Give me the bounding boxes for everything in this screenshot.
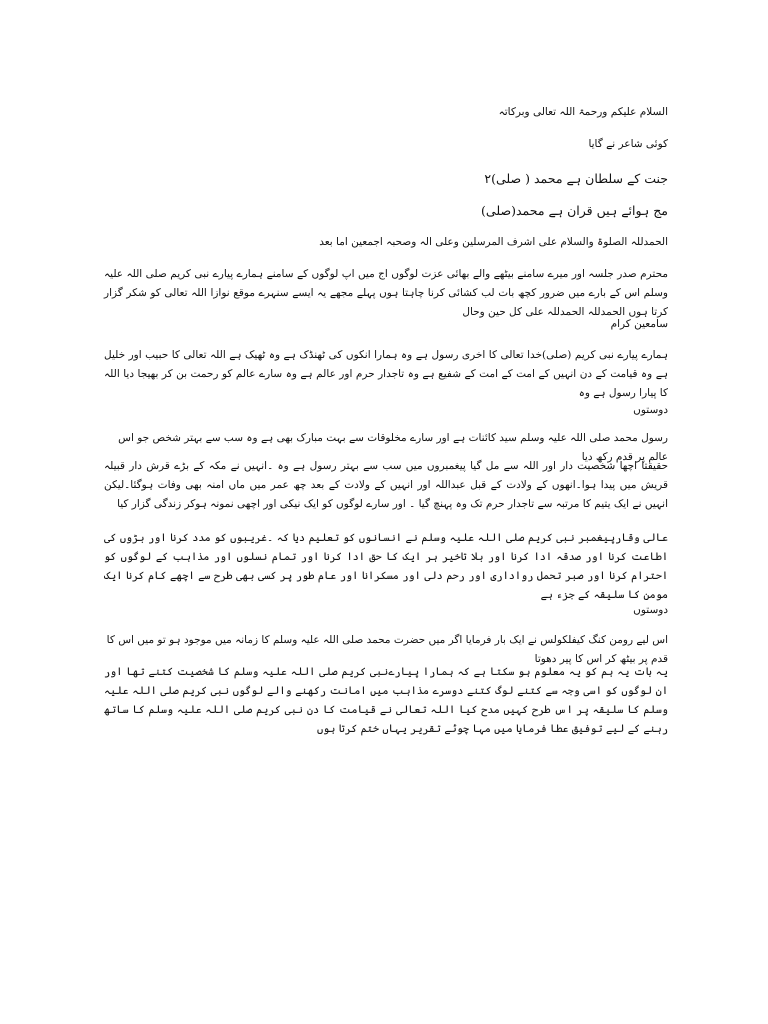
paragraph-2: ہمارے پیارے نبی کریم (صلی)خدا تعالی کا اخری رسول ہے وہ ہمارا انکوں کی ٹھنڈک ہے وہ ٹھیک ہے اللہ تعالی کا حبیب اور خلیل ہے وہ قیامت کے دن انہیں کے امت کے امت کے شفیع ہے وہ تاجدار حرم اور عالم ہے وہ سارے عالم کو رحمت بن کر بھیجا دیا اللہ کا پیارا رسول ہے وہ <box>104 348 668 399</box>
paragraph-5: عالی وقارپیغمبر نبی کریم صلی اللہ علیہ وسلم نے انسانوں کو تعلیم دیا کہ ۔غریبوں کو مدد کرنا اور بڑوں کی اطاعت کرنا اور صدقہ ادا کرنا اور بلا تاخیر ہر ایک کا حق ادا کرنا اور تمام نسلوں اور مذاہب کے لوگوں کو احترام کرنا اور صبر تحمل رواداری اور رحم دلی اور مسکرانا اور عام طور پر کسی بھی طرح سے اچھے کام کرنا ایک مومن کا سلیقہ کے جزء ہے <box>104 531 668 601</box>
paragraph-3: رسول محمد صلی اللہ علیہ وسلم سید کائنات ہے اور سارے مخلوقات سے بہت مبارک بھی ہے وہ سب سے بہتر شخص جو اس عالم پر قدم رکھ دیا <box>118 431 668 463</box>
salutation: السلام علیکم ورحمۃ اللہ تعالی وبرکاتہ <box>498 105 668 118</box>
verse-line-2: مج ہوائے ہیں قران ہے محمد(صلی) <box>481 202 668 218</box>
paragraph-7: یہ بات یہ ہم کو یہ معلوم ہو سکتا ہے کہ ہمارا پیارےنبی کریم صلی اللہ علیہ وسلم کا شخصیت کتنے تھا اور ان لوگوں کو اسی وجہ سے کتنے لوگ کتنے دوسرے مذاہب میں امانت رکھنے والے لوگوں نبی کریم صلی اللہ علیہ وسلم کا سلیقہ پر اس طرح کہیں مدح کیا اللہ تعالی نے قیامت کا دن نبی کریم صلی اللہ علیہ وسلم کا ساتھ رہنے کے لیے توفیق عطا فرمایا میں مہا چوٹے تقریر یہاں ختم کرتا ہوں <box>104 665 668 735</box>
opening-praise: الحمدللہ الصلوۃ والسلام علی اشرف المرسلین وعلی الہ وصحبہ اجمعین اما بعد <box>319 235 668 248</box>
paragraph-4: حقیقتا اچھا شخصیت دار اور اللہ سے مل گیا پیغمبروں میں سب سے بہتر رسول ہے وہ ۔انہیں نے مکہ کے بڑے قرش دار قبیلہ قریش میں پیدا ہوا۔انھوں کے ولادت کے قبل عبداللہ اور انہیں کے ولادت کے بعد چھ عمر میں ماں امنہ بھی وفات ہوگئا۔لیکن انہیں نے ایک یتیم کا مرتبہ سے تاجدار حرم تک وہ پہنچ گیا ۔ اور سارے لوگوں کو ایک نیکی اور اچھی نمونہ ہوکر زندگی گزار کیا <box>104 459 668 510</box>
paragraph-6: اس لیے رومن کنگ کیفلکولس نے ایک بار فرمایا اگر میں حضرت محمد صلی اللہ علیہ وسلم کا زمانہ میں موجود ہو تو میں اس کا قدم پر بیٹھ کر اس کا پیر دھوتا <box>106 633 668 665</box>
heading-friends-1: دوستوں <box>633 403 668 416</box>
verse-line-1: جنت کے سلطان ہے محمد ( صلی)٢ <box>484 170 668 186</box>
poet-intro: کوئی شاعر نے گایا <box>588 137 668 150</box>
heading-friends-2: دوستوں <box>633 603 668 616</box>
heading-audience: سامعین کرام <box>610 317 668 330</box>
paragraph-1: محترم صدر جلسہ اور میرے سامنے بیٹھے والے بھائی عزت لوگوں اج میں اپ لوگوں کے سامنے ہمارے پیارے نبی کریم صلی اللہ علیہ وسلم اس کے بارے میں ضرور کچھ بات لب کشائی کرنا چاہتا ہوں پہلے مجھے یہ ایسے سنہرے موقع نوازا اللہ تعالی کو شکر گزار کرتا ہوں الحمدللہ الحمدللہ علی کل حین وحال <box>104 267 668 318</box>
